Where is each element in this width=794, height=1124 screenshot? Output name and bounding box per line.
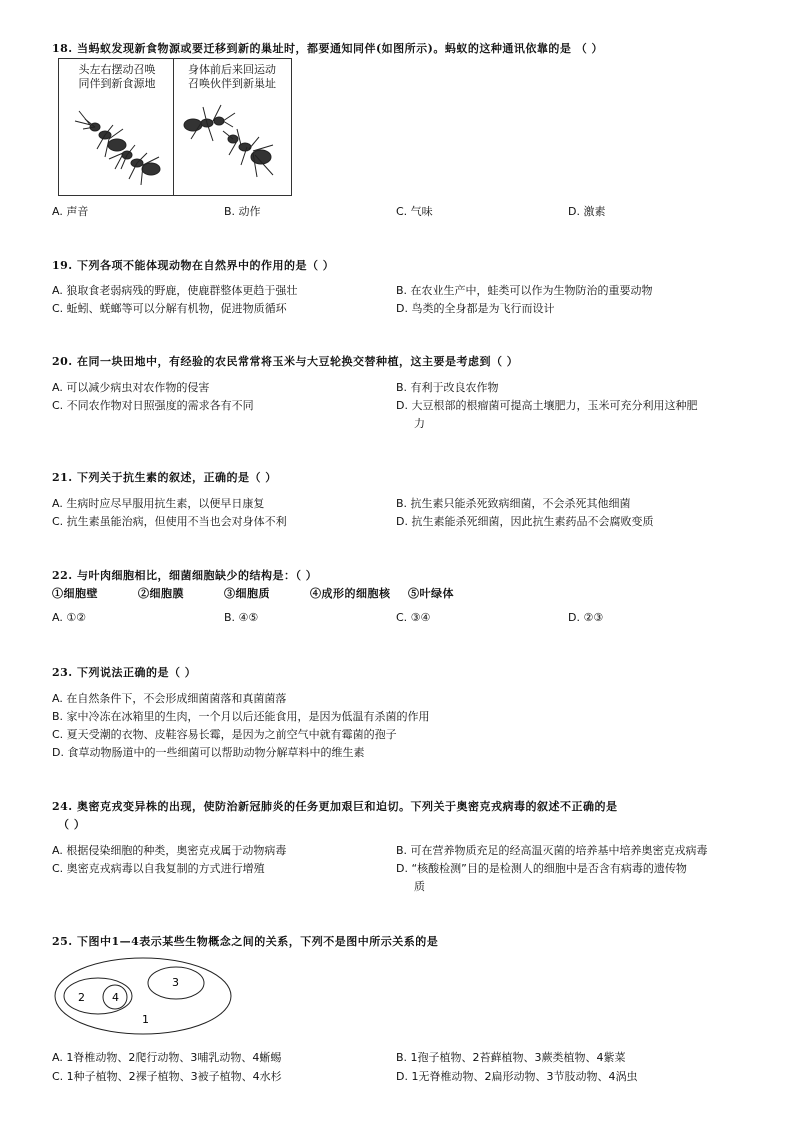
q19-option-b[interactable]: B. 在农业生产中，蛙类可以作为生物防治的重要动物 (396, 284, 653, 297)
q20-option-d-continued: 力 (414, 417, 425, 430)
question-24-stem: 24. 奥密克戎变异株的出现，使防治新冠肺炎的任务更加艰巨和迫切。下列关于奥密克戎病毒的叙述不正确的是 (52, 800, 618, 813)
q19-option-a[interactable]: A. 狼取食老弱病残的野鹿，使鹿群整体更趋于强壮 (52, 284, 298, 297)
q22-item-3: ③细胞质 (224, 587, 270, 600)
q21-option-b[interactable]: B. 抗生素只能杀死致病细菌，不会杀死其他细菌 (396, 497, 631, 510)
q21-option-c[interactable]: C. 抗生素虽能治病，但使用不当也会对身体不利 (52, 515, 287, 528)
q24-option-c[interactable]: C. 奥密克戎病毒以自我复制的方式进行增殖 (52, 862, 265, 875)
q20-option-d[interactable]: D. 大豆根部的根瘤菌可提高土壤肥力，玉米可充分利用这种肥 (396, 399, 698, 412)
q23-option-a[interactable]: A. 在自然条件下，不会形成细菌菌落和真菌菌落 (52, 692, 287, 705)
figure-left-caption-line1: 头左右摆动召唤 (78, 63, 156, 76)
question-24-stem-continued: （ ） (58, 818, 86, 831)
label-2: 2 (78, 991, 85, 1004)
question-23-stem: 23. 下列说法正确的是（ ） (52, 666, 197, 679)
q20-option-b[interactable]: B. 有利于改良农作物 (396, 381, 499, 394)
question-18-stem: 18. 当蚂蚁发现新食物源或要迁移到新的巢址时，都要通知同伴(如图所示)。蚂蚁的这种通讯依靠的是 （ ） (52, 42, 604, 55)
q22-option-c[interactable]: C. ③④ (396, 611, 431, 624)
q18-option-a[interactable]: A. 声音 (52, 205, 89, 218)
q23-option-c[interactable]: C. 夏天受潮的衣物、皮鞋容易长霉，是因为之前空气中就有霉菌的孢子 (52, 728, 397, 741)
q22-item-5: ⑤叶绿体 (408, 587, 454, 600)
ellipse-2 (64, 978, 132, 1014)
figure-divider (173, 59, 174, 195)
q25-option-a[interactable]: A. 1脊椎动物、2爬行动物、3哺乳动物、4蜥蜴 (52, 1051, 282, 1064)
q24-option-d[interactable]: D. “核酸检测”目的是检测人的细胞中是否含有病毒的遗传物 (396, 862, 687, 875)
ants-body-moving-illustration (177, 99, 287, 191)
q18-option-c[interactable]: C. 气味 (396, 205, 433, 218)
question-21-stem: 21. 下列关于抗生素的叙述，正确的是（ ） (52, 471, 277, 484)
ants-head-waving-illustration (65, 99, 169, 191)
q21-option-a[interactable]: A. 生病时应尽早服用抗生素，以便早日康复 (52, 497, 265, 510)
q18-option-d[interactable]: D. 激素 (568, 205, 606, 218)
figure-left-caption-line2: 同伴到新食源地 (78, 77, 156, 90)
label-4: 4 (112, 991, 119, 1004)
question-25-stem: 25. 下图中1—4表示某些生物概念之间的关系，下列不是图中所示关系的是 (52, 935, 439, 948)
ant-figure (58, 58, 292, 196)
q22-item-1: ①细胞壁 (52, 587, 98, 600)
q18-option-b[interactable]: B. 动作 (224, 205, 261, 218)
concept-relationship-diagram (52, 955, 234, 1037)
q23-option-b[interactable]: B. 家中冷冻在冰箱里的生肉，一个月以后还能食用，是因为低温有杀菌的作用 (52, 710, 430, 723)
q22-option-d[interactable]: D. ②③ (568, 611, 604, 624)
figure-left-caption (65, 63, 169, 91)
figure-right-caption (177, 63, 287, 91)
q24-option-d-continued: 质 (414, 880, 425, 893)
q25-option-b[interactable]: B. 1孢子植物、2苔藓植物、3蕨类植物、4紫菜 (396, 1051, 626, 1064)
q24-option-b[interactable]: B. 可在营养物质充足的经高温灭菌的培养基中培养奥密克戎病毒 (396, 844, 708, 857)
figure-right-caption-line2: 召唤伙伴到新巢址 (188, 77, 276, 90)
q19-option-d[interactable]: D. 鸟类的全身都是为飞行而设计 (396, 302, 555, 315)
question-20-stem: 20. 在同一块田地中，有经验的农民常常将玉米与大豆轮换交替种植，这主要是考虑到（ ） (52, 355, 519, 368)
figure-right-caption-line1: 身体前后来回运动 (188, 63, 276, 76)
q25-option-c[interactable]: C. 1种子植物、2裸子植物、3被子植物、4水杉 (52, 1070, 282, 1083)
question-22-stem: 22. 与叶肉细胞相比，细菌细胞缺少的结构是：（ ） (52, 569, 318, 582)
label-3: 3 (172, 976, 179, 989)
q20-option-c[interactable]: C. 不同农作物对日照强度的需求各有不同 (52, 399, 254, 412)
label-1: 1 (142, 1013, 149, 1026)
q25-option-d[interactable]: D. 1无脊椎动物、2扁形动物、3节肢动物、4涡虫 (396, 1070, 638, 1083)
q22-option-b[interactable]: B. ④⑤ (224, 611, 259, 624)
q23-option-d[interactable]: D. 食草动物肠道中的一些细菌可以帮助动物分解草料中的维生素 (52, 746, 365, 759)
q21-option-d[interactable]: D. 抗生素能杀死细菌，因此抗生素药品不会腐败变质 (396, 515, 654, 528)
q20-option-a[interactable]: A. 可以减少病虫对农作物的侵害 (52, 381, 210, 394)
q22-item-4: ④成形的细胞核 (310, 587, 391, 600)
q22-item-2: ②细胞膜 (138, 587, 184, 600)
question-19-stem: 19. 下列各项不能体现动物在自然界中的作用的是（ ） (52, 259, 335, 272)
q24-option-a[interactable]: A. 根据侵染细胞的种类，奥密克戎属于动物病毒 (52, 844, 287, 857)
q22-option-a[interactable]: A. ①② (52, 611, 87, 624)
q19-option-c[interactable]: C. 蚯蚓、蜣螂等可以分解有机物，促进物质循环 (52, 302, 287, 315)
